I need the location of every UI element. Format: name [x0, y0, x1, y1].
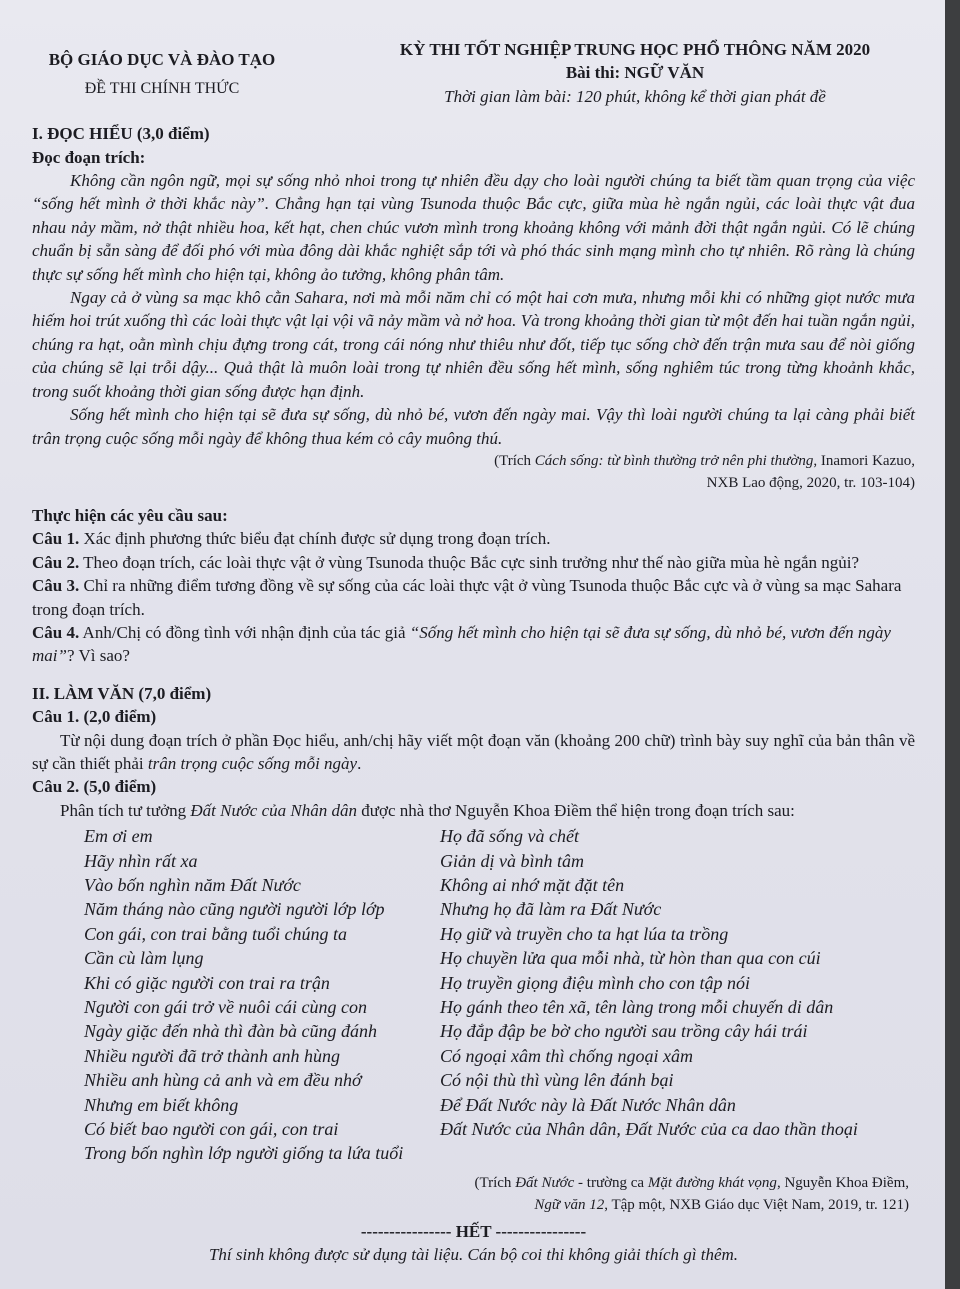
poem-excerpt	[32, 824, 915, 1166]
essay-q1-title: Câu 1. (2,0 điểm)	[32, 707, 157, 727]
poem-line: Họ đã sống và chết	[440, 826, 579, 847]
question-2-text: Theo đoạn trích, các loài thực vật ở vùng Tsunoda thuộc Bắc cực sinh trưởng như thế nào giữa mùa hè ngắn ngủi?	[79, 552, 860, 572]
poem-line: Người con gái trở về nuôi cái cùng con	[84, 997, 367, 1018]
source-publisher: NXB Lao động, 2020, tr. 103-104)	[706, 474, 915, 491]
header-right	[355, 38, 915, 108]
poem-line: Nhiều người đã trở thành anh hùng	[84, 1045, 341, 1066]
poem-line: Cần cù làm lụng	[84, 948, 204, 969]
poem-source-a: (Trích	[474, 1174, 516, 1191]
poem-line: Có ngoại xâm thì chống ngoại xâm	[440, 1045, 693, 1066]
poem-line: Vào bốn nghìn năm Đất Nước	[84, 875, 301, 895]
passage-source	[32, 450, 915, 494]
source-prefix: (Trích	[494, 452, 535, 469]
candidate-note: Thí sinh không được sử dụng tài liệu. Cán bộ coi thi không giải thích gì thêm.	[208, 1245, 739, 1265]
question-1	[32, 527, 915, 550]
poem-source-b: Đất Nước	[515, 1174, 575, 1191]
poem-line: Có nội thù thì vùng lên đánh bại	[440, 1070, 674, 1091]
official-label: ĐỀ THI CHÍNH THỨC	[84, 80, 240, 98]
passage-paragraph-3: Sống hết mình cho hiện tại sẽ đưa sự sống, dù nhỏ bé, vươn đến ngày mai. Vậy thì loài người chúng ta lại càng phải biết trân trọng cuộc sống mỗi ngày để không thua kém cỏ cây muông thú.	[32, 405, 915, 448]
source-author: , Inamori Kazuo,	[813, 452, 915, 469]
poem-line: Ngày giặc đến nhà thì đàn bà cũng đánh	[84, 1021, 377, 1042]
poem-line: Trong bốn nghìn lớp người giống ta lứa tuổi	[84, 1143, 404, 1164]
essay-q1-text	[32, 729, 915, 776]
poem-source	[32, 1172, 915, 1216]
poem-left-column	[32, 824, 440, 1166]
exam-duration: Thời gian làm bài: 120 phút, không kể thời gian phát đề	[444, 86, 826, 106]
poem-source-d: Mặt đường khát vọng	[647, 1174, 777, 1191]
spacer	[32, 494, 915, 504]
essay-q2-pre: Phân tích tư tưởng	[60, 800, 191, 820]
essay-q1-post: .	[357, 753, 362, 773]
question-1-label: Câu 1.	[32, 529, 80, 549]
poem-source-c: - trường ca	[574, 1174, 648, 1191]
poem-line: Họ gánh theo tên xã, tên làng trong mỗi chuyến di dân	[440, 997, 834, 1018]
poem-line: Để Đất Nước này là Đất Nước Nhân dân	[440, 1094, 736, 1115]
part2-title: II. LÀM VĂN (7,0 điểm)	[32, 683, 212, 703]
poem-source-f: Ngữ văn 12	[534, 1196, 605, 1213]
part1-title: I. ĐỌC HIỂU (3,0 điểm)	[32, 124, 210, 144]
passage-paragraph-2: Ngay cả ở vùng sa mạc khô cằn Sahara, nơi mà mỗi năm chỉ có một hai cơn mưa, nhưng mỗi khi có những giọt nước mưa hiếm hoi trút xuống thì các loài thực vật lại vội vã nảy mầm và nở hoa. Và trong khoảng thời gian từ một đến hai tuần ngắn ngủi, chúng ra hạt, oằn mình chịu đựng trong cát, trong cái nóng như thiêu như đốt, tiếp tục sống chờ đến trận mưa sau để nòi giống của chúng sẽ lại trỗi dậy... Quả thật là muôn loài trong tự nhiên đều sống hết mình, sống nghiêm túc trong từng khoảnh khắc, trong suốt khoảng thời gian sống được hạn định.	[32, 288, 915, 401]
poem-line: Họ truyền giọng điệu mình cho con tập nói	[440, 972, 750, 993]
ministry-name: BỘ GIÁO DỤC VÀ ĐÀO TẠO	[48, 50, 276, 69]
end-marker: ---------------- HẾT ----------------	[360, 1221, 587, 1241]
exam-header	[32, 38, 915, 108]
essay-q1-pre: Từ nội dung đoạn trích ở phần Đọc hiểu, anh/chị hãy viết một đoạn văn (khoảng 200 chữ) trình bày suy nghĩ của bản thân về sự cần thiết phải	[32, 730, 915, 773]
poem-line: Đất Nước của Nhân dân, Đất Nước của ca dao thần thoại	[440, 1119, 858, 1140]
question-4-post: ? Vì sao?	[66, 646, 130, 666]
question-4-label: Câu 4.	[32, 622, 80, 642]
poem-source-e: , Nguyễn Khoa Điềm,	[776, 1174, 909, 1191]
essay-q2-post: được nhà thơ Nguyễn Khoa Điềm thể hiện trong đoạn trích sau:	[356, 800, 795, 820]
exam-subject: Bài thi: NGỮ VĂN	[565, 63, 705, 83]
poem-line: Họ đắp đập be bờ cho người sau trồng cây hái trái	[440, 1021, 808, 1042]
question-3-label: Câu 3.	[32, 576, 80, 596]
poem-source-g: , Tập một, NXB Giáo dục Việt Nam, 2019, tr. 121)	[604, 1196, 909, 1213]
poem-line: Giản dị và bình tâm	[440, 850, 584, 871]
header-left	[32, 38, 292, 108]
poem-line: Họ giữ và truyền cho ta hạt lúa ta trồng	[440, 923, 729, 944]
spacer	[32, 668, 915, 678]
question-4-pre: Anh/Chị có đồng tình với nhận định của tác giả	[79, 622, 410, 642]
question-3-text: Chỉ ra những điểm tương đồng về sự sống của các loài thực vật ở vùng Tsunoda thuộc Bắc cực và ở vùng sa mạc Sahara trong đoạn trích.	[32, 576, 902, 619]
poem-line: Khi có giặc người con trai ra trận	[84, 972, 330, 993]
essay-q2-text	[32, 799, 915, 822]
poem-line: Nhiều anh hùng cả anh và em đều nhớ	[84, 1070, 362, 1091]
question-4-quote: “Sống hết mình cho hiện tại sẽ đưa sự sống, dù nhỏ bé, vươn đến ngày mai”	[32, 622, 891, 666]
question-2-label: Câu 2.	[32, 552, 80, 572]
poem-line: Họ chuyền lửa qua mỗi nhà, từ hòn than qua con cúi	[440, 948, 821, 969]
question-3	[32, 574, 915, 621]
essay-q1-emphasis: trân trọng cuộc sống mỗi ngày	[147, 753, 358, 773]
poem-line: Có biết bao người con gái, con trai	[84, 1119, 339, 1140]
read-label: Đọc đoạn trích:	[32, 147, 146, 167]
poem-line: Nhưng em biết không	[84, 1094, 239, 1115]
poem-line: Không ai nhớ mặt đặt tên	[440, 875, 625, 895]
poem-line: Hãy nhìn rất xa	[84, 850, 198, 871]
tasks-label: Thực hiện các yêu cầu sau:	[32, 505, 228, 525]
source-book-title: Cách sống: từ bình thường trở nên phi thường	[534, 452, 814, 469]
exam-title: KỲ THI TỐT NGHIỆP TRUNG HỌC PHỔ THÔNG NĂM 2020	[399, 40, 871, 59]
poem-line: Năm tháng nào cũng người người lớp lớp	[84, 899, 385, 920]
poem-line: Con gái, con trai bằng tuổi chúng ta	[84, 923, 347, 944]
essay-q2-title: Câu 2. (5,0 điểm)	[32, 777, 157, 797]
question-2	[32, 551, 915, 574]
question-1-text: Xác định phương thức biểu đạt chính được sử dụng trong đoạn trích.	[79, 529, 551, 549]
passage-paragraph-1: Không cần ngôn ngữ, mọi sự sống nhỏ nhoi trong tự nhiên đều dạy cho loài người chúng ta biết tầm quan trọng của việc “sống hết mình ở thời khắc này”. Chẳng hạn tại vùng Tsunoda thuộc Bắc cực, giữa mùa hè ngắn ngủi, các loài thực vật đua nhau nảy mầm, nở thật nhiều hoa, kết hạt, chen chúc vươn mình trong khoảng không với mảnh đời thật ngắn ngủi. Có lẽ chúng chuẩn bị sẵn sàng để đối phó với mùa đông dài khắc nghiệt sắp tới và phó thác sinh mạng mình cho tự nhiên. Rõ ràng là chúng thực sự sống hết mình cho hiện tại, không ảo tưởng, không phân tâm.	[32, 171, 915, 284]
essay-q2-emphasis: Đất Nước của Nhân dân	[190, 800, 357, 820]
poem-line: Em ơi em	[84, 826, 153, 847]
poem-line: Nhưng họ đã làm ra Đất Nước	[440, 899, 662, 920]
question-4	[32, 621, 915, 668]
poem-right-column	[440, 824, 910, 1166]
